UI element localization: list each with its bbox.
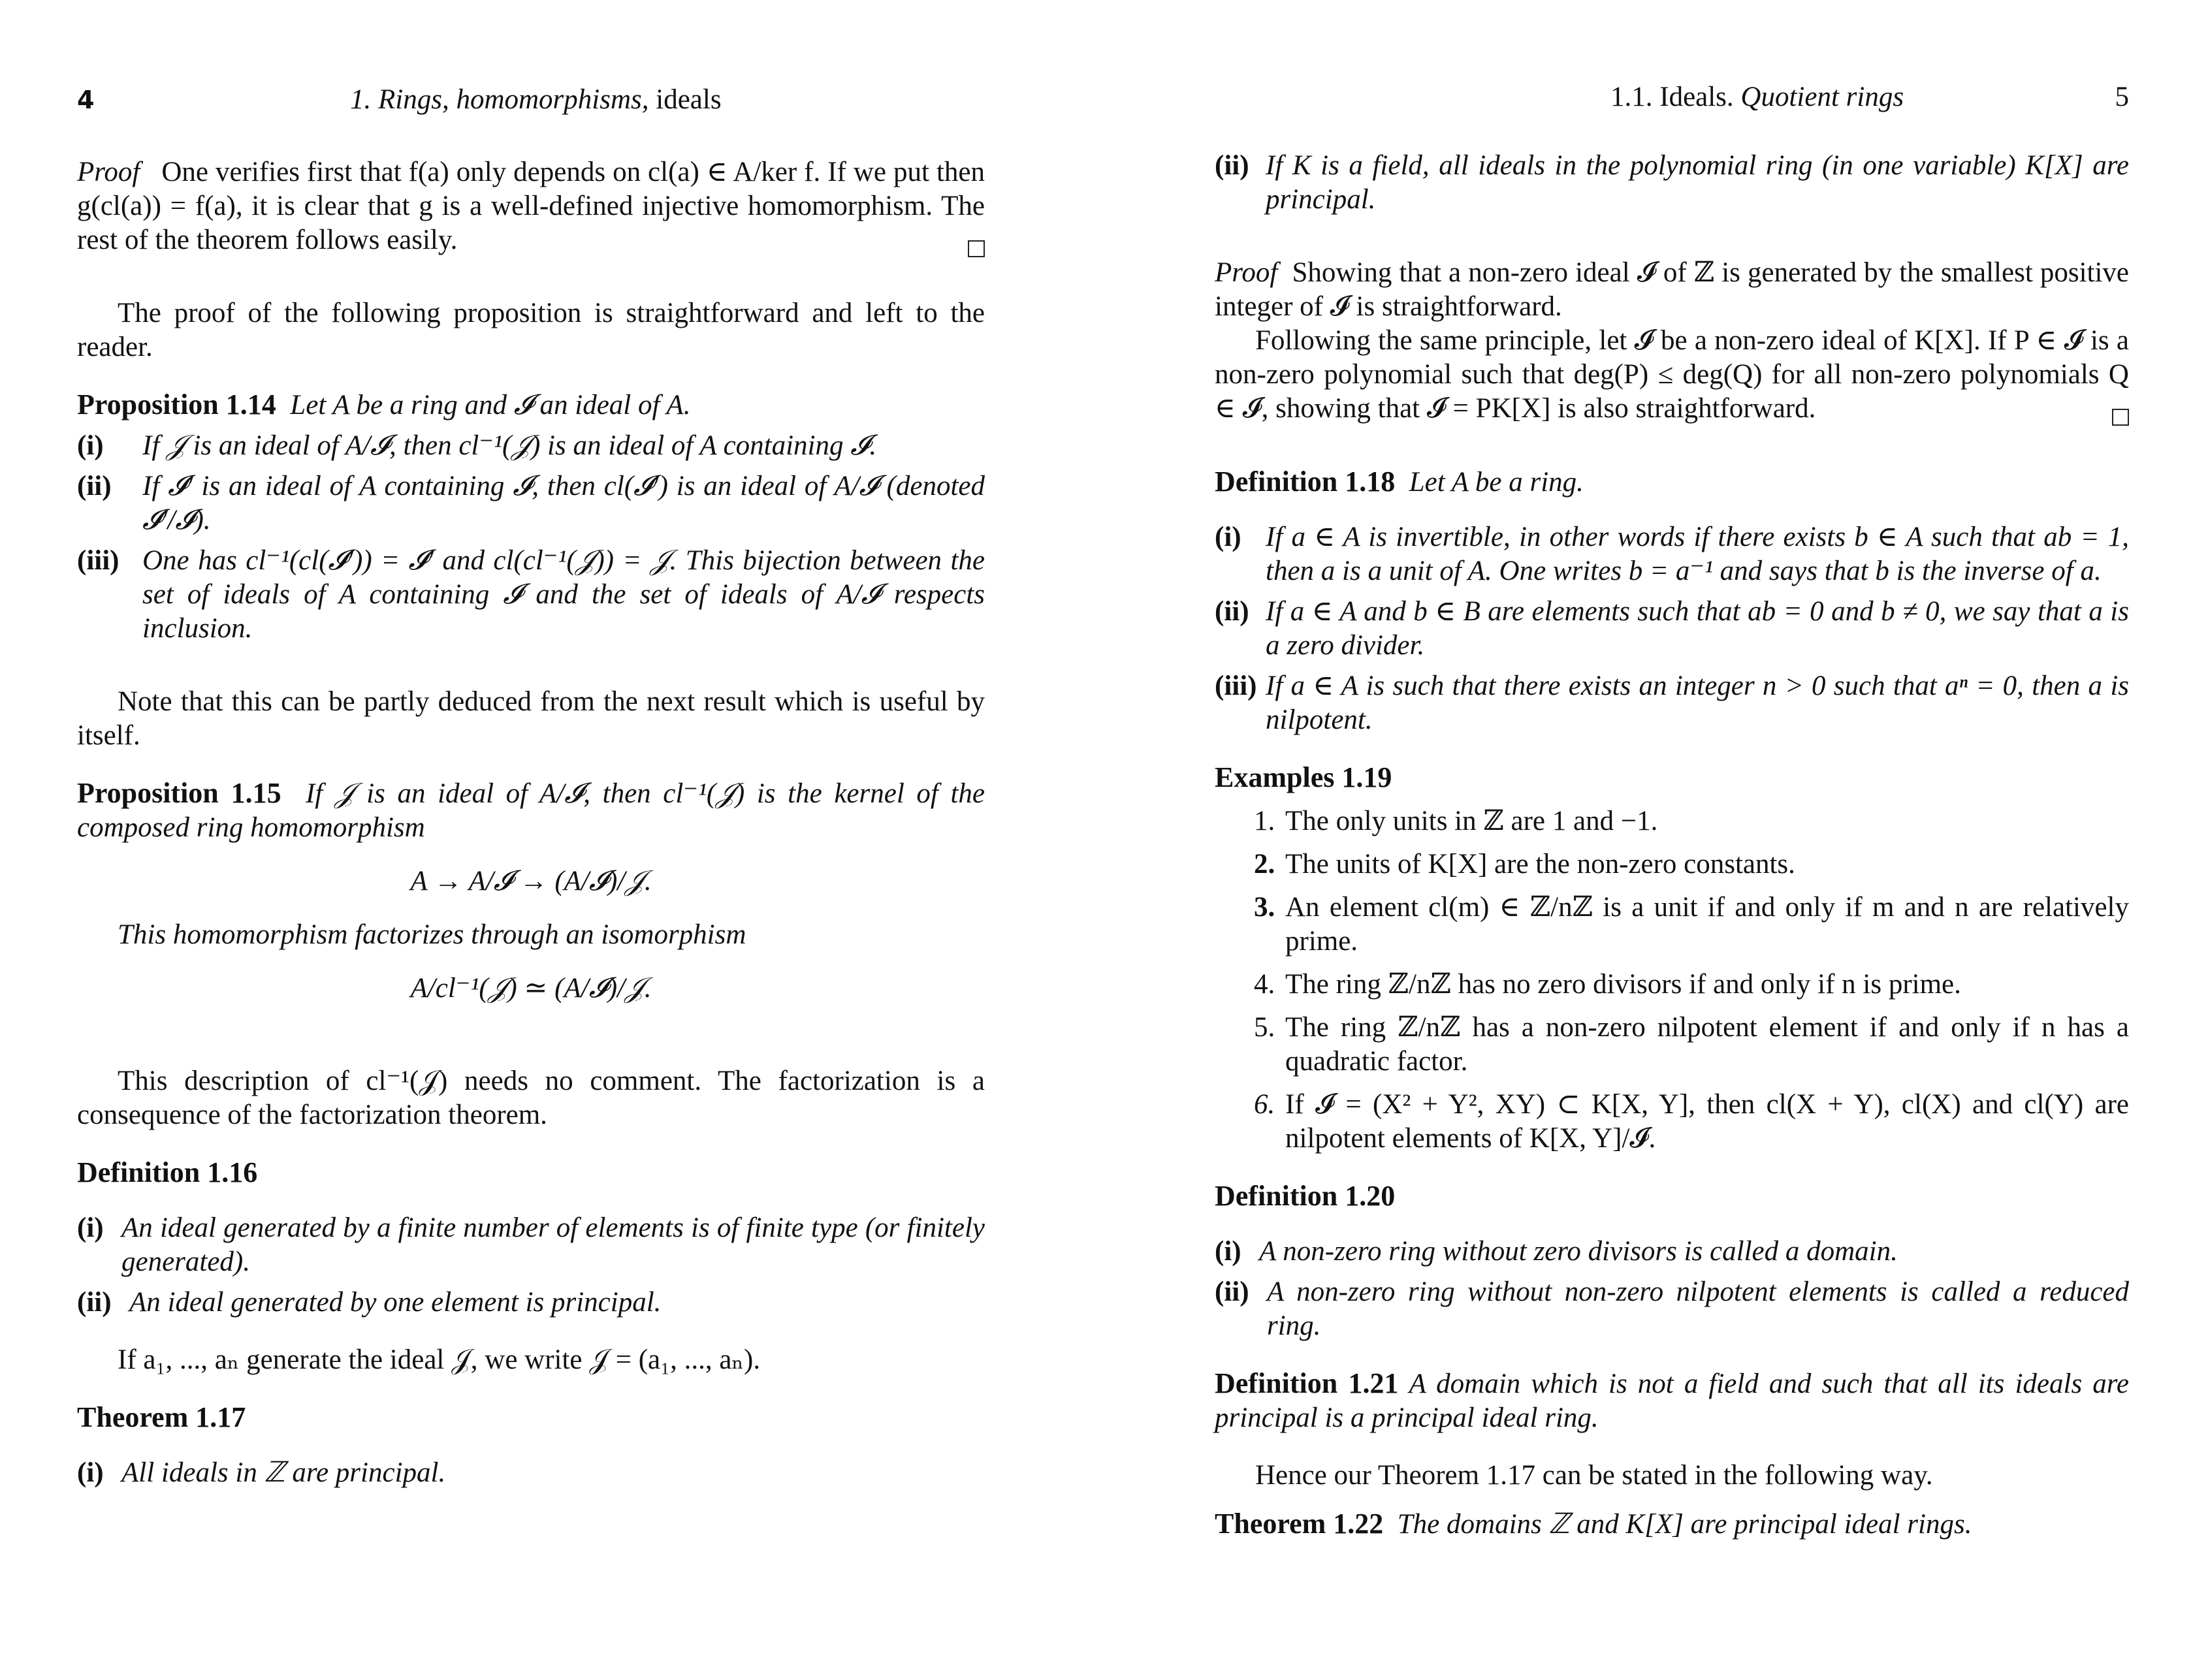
- right-running-title: [1610, 81, 1904, 113]
- item-label: (ii): [1215, 596, 1249, 627]
- item-label: (i): [77, 430, 104, 461]
- proof-2: [1215, 256, 2129, 426]
- list-item: [1215, 520, 2129, 588]
- qed-box-icon: [968, 240, 985, 257]
- definition-label: Definition 1.20: [1215, 1180, 1396, 1212]
- theorem-label: Theorem 1.17: [77, 1401, 246, 1433]
- item-text: The units of K[X] are the non-zero constants.: [1285, 849, 1795, 880]
- item-text: If 𝒥 is an ideal of A/𝓘, then cl⁻¹(𝒥) is an ideal of A containing 𝓘.: [142, 430, 877, 461]
- item-number: 3.: [1254, 892, 1275, 923]
- item-number: 1.: [1254, 806, 1275, 836]
- item-text: A non-zero ring without zero divisors is called a domain.: [1259, 1236, 1898, 1267]
- item-text: An ideal generated by one element is principal.: [129, 1287, 662, 1318]
- item-text: If a ∈ A and b ∈ B are elements such that ab = 0 and b ≠ 0, we say that a is a zero divider.: [1266, 596, 2129, 661]
- item-text: All ideals in ℤ are principal.: [121, 1457, 446, 1488]
- definition-label: Definition 1.18: [1215, 466, 1396, 498]
- item-text: If 𝓘 = (X² + Y², XY) ⊂ K[X, Y], then cl(X + Y), cl(X) and cl(Y) are nilpotent elements of K[X, Y]/𝓘.: [1285, 1089, 2129, 1154]
- theorem-1-22: [1215, 1507, 2129, 1542]
- proposition-statement: If 𝒥 is an ideal of A/𝓘, then cl⁻¹(𝒥) is the kernel of the composed ring homomorphism: [77, 778, 985, 843]
- list-item: [77, 429, 985, 463]
- paragraph-4: If a₁, ..., aₙ generate the ideal 𝒥, we write 𝒥 = (a₁, ..., aₙ).: [118, 1344, 761, 1375]
- definition-1-18: [1215, 465, 2129, 737]
- proposition-label: Proposition 1.15: [77, 777, 281, 809]
- proof-1: [77, 155, 985, 257]
- list-item: [77, 469, 985, 537]
- list-item: [1215, 848, 2129, 881]
- item-label: (i): [1215, 1236, 1241, 1267]
- proof-label: Proof: [1215, 257, 1278, 288]
- left-running-title: [350, 84, 722, 116]
- item-label: (i): [77, 1212, 104, 1243]
- item-label: (iii): [1215, 671, 1257, 701]
- paragraph-5: Hence our Theorem 1.17 can be stated in the following way.: [1255, 1460, 1933, 1491]
- paragraph-2: Note that this can be partly deduced from the next result which is useful by itself.: [77, 686, 985, 751]
- item-label: (i): [1215, 522, 1241, 552]
- proposition-label: Proposition 1.14: [77, 388, 276, 420]
- proof-paragraph: [1215, 324, 2129, 426]
- item-text: A non-zero ring without non-zero nilpotent elements is called a reduced ring.: [1267, 1276, 2129, 1341]
- list-item: [1215, 968, 2129, 1002]
- item-label: (i): [77, 1457, 104, 1488]
- paragraph-1: The proof of the following proposition is straightforward and left to the reader.: [77, 298, 985, 362]
- list-item: [77, 1211, 985, 1279]
- left-header: [77, 84, 985, 116]
- proposition-1-14: [77, 388, 985, 646]
- theorem-label: Theorem 1.22: [1215, 1508, 1384, 1540]
- examples-label: Examples 1.19: [1215, 761, 1392, 793]
- item-text: The only units in ℤ are 1 and −1.: [1285, 806, 1658, 836]
- left-page-number: 4: [77, 86, 95, 114]
- definition-statement: Let A be a ring.: [1409, 467, 1584, 498]
- item-text: An element cl(m) ∈ ℤ/nℤ is a unit if and only if m and n are relatively prime.: [1285, 892, 2129, 957]
- item-label: (ii): [1215, 1276, 1249, 1307]
- equation-1: A → A/𝓘 → (A/𝓘)/𝒥.: [410, 866, 652, 896]
- equation-2: A/cl⁻¹(𝒥) ≃ (A/𝓘)/𝒥.: [410, 973, 652, 1004]
- item-text: One has cl⁻¹(cl(𝓘′)) = 𝓘′ and cl(cl⁻¹(𝒥)) = 𝒥. This bijection between the set of ideals of A containing 𝓘 and the set of ideals of A/𝓘 respects inclusion.: [142, 545, 985, 644]
- proposition-statement: Let A be a ring and 𝓘 an ideal of A.: [290, 390, 691, 420]
- list-item: [1215, 669, 2129, 737]
- item-number: 5.: [1254, 1012, 1275, 1043]
- list-item: [1215, 804, 2129, 838]
- item-number: 2.: [1254, 849, 1275, 880]
- item-text: If a ∈ A is such that there exists an integer n > 0 such that aⁿ = 0, then a is nilpotent.: [1266, 671, 2129, 735]
- paragraph-3: This description of cl⁻¹(𝒥) needs no comment. The factorization is a consequence of the factorization theorem.: [77, 1066, 985, 1130]
- list-item: [1215, 1275, 2129, 1343]
- definition-1-21: [1215, 1367, 2129, 1435]
- list-item: [1215, 149, 2129, 217]
- item-text: If K is a field, all ideals in the polynomial ring (in one variable) K[X] are principal.: [1266, 150, 2129, 215]
- proof-text-1: Showing that a non-zero ideal 𝓘 of ℤ is generated by the smallest positive integer of 𝓘 is straightforward.: [1215, 257, 2129, 322]
- item-number: 6.: [1254, 1089, 1275, 1120]
- definition-1-16: [77, 1156, 985, 1320]
- proof-text-2: Following the same principle, let 𝓘 be a non-zero ideal of K[X]. If P ∈ 𝓘 is a non-zero polynomial such that deg(P) ≤ deg(Q) for all non-zero polynomials Q ∈ 𝓘, showing that 𝓘 = PK[X] is also straightforward.: [1215, 325, 2129, 424]
- definition-1-20: [1215, 1179, 2129, 1343]
- theorem-statement: The domains ℤ and K[X] are principal ideal rings.: [1397, 1509, 1972, 1540]
- proposition-1-15: [77, 776, 985, 1006]
- list-item: [77, 1456, 985, 1490]
- item-label: (ii): [1215, 150, 1249, 181]
- examples-1-19: [1215, 761, 2129, 1156]
- item-label: (iii): [77, 545, 120, 576]
- item-text: If a ∈ A is invertible, in other words if there exists b ∈ A such that ab = 1, then a is a unit of A. One writes b = a⁻¹ and says that b is the inverse of a.: [1266, 522, 2129, 586]
- item-label: (ii): [77, 1287, 112, 1318]
- section-title-italic: Quotient rings: [1740, 82, 1904, 112]
- chapter-number: 1.: [350, 84, 372, 115]
- qed-box-icon: [2112, 409, 2129, 426]
- list-item: [1215, 595, 2129, 663]
- chapter-title-plain: ideals: [656, 84, 722, 115]
- item-text: The ring ℤ/nℤ has no zero divisors if and only if n is prime.: [1285, 969, 1961, 1000]
- section-number: 1.1. Ideals.: [1610, 82, 1734, 112]
- list-item: [77, 1286, 985, 1320]
- theorem-1-17: [77, 1401, 985, 1490]
- definition-label: Definition 1.16: [77, 1156, 258, 1188]
- item-label: (ii): [77, 471, 112, 501]
- proof-label: Proof: [77, 157, 140, 187]
- definition-statement: A domain which is not a field and such that all its ideals are principal is a principal ideal ring.: [1215, 1369, 2129, 1433]
- item-text: An ideal generated by a finite number of elements is of finite type (or finitely generated).: [121, 1212, 985, 1277]
- item-text: The ring ℤ/nℤ has a non-zero nilpotent element if and only if n has a quadratic factor.: [1285, 1012, 2129, 1077]
- left-content: [77, 155, 985, 1490]
- list-item: [1215, 1011, 2129, 1079]
- list-item: [1215, 891, 2129, 959]
- list-item: [1215, 1235, 2129, 1269]
- definition-label: Definition 1.21: [1215, 1367, 1399, 1399]
- right-page: [1104, 0, 2208, 1680]
- list-item: [77, 544, 985, 646]
- item-text: If 𝓘′ is an ideal of A containing 𝓘, then cl(𝓘′) is an ideal of A/𝓘 (denoted 𝓘′/𝓘).: [142, 471, 985, 535]
- list-item: [1215, 1088, 2129, 1156]
- item-number: 4.: [1254, 969, 1275, 1000]
- proposition-middle: This homomorphism factorizes through an isomorphism: [118, 919, 746, 950]
- right-content: [1215, 149, 2129, 1542]
- right-page-number: 5: [2115, 82, 2129, 112]
- chapter-title-italic: Rings, homomorphisms,: [378, 84, 649, 115]
- proof-text: One verifies first that f(a) only depends on cl(a) ∈ A/ker f. If we put then g(cl(a)) = f(a), it is clear that g is a well-defined injective homomorphism. The rest of the theorem follows easily.: [77, 157, 985, 255]
